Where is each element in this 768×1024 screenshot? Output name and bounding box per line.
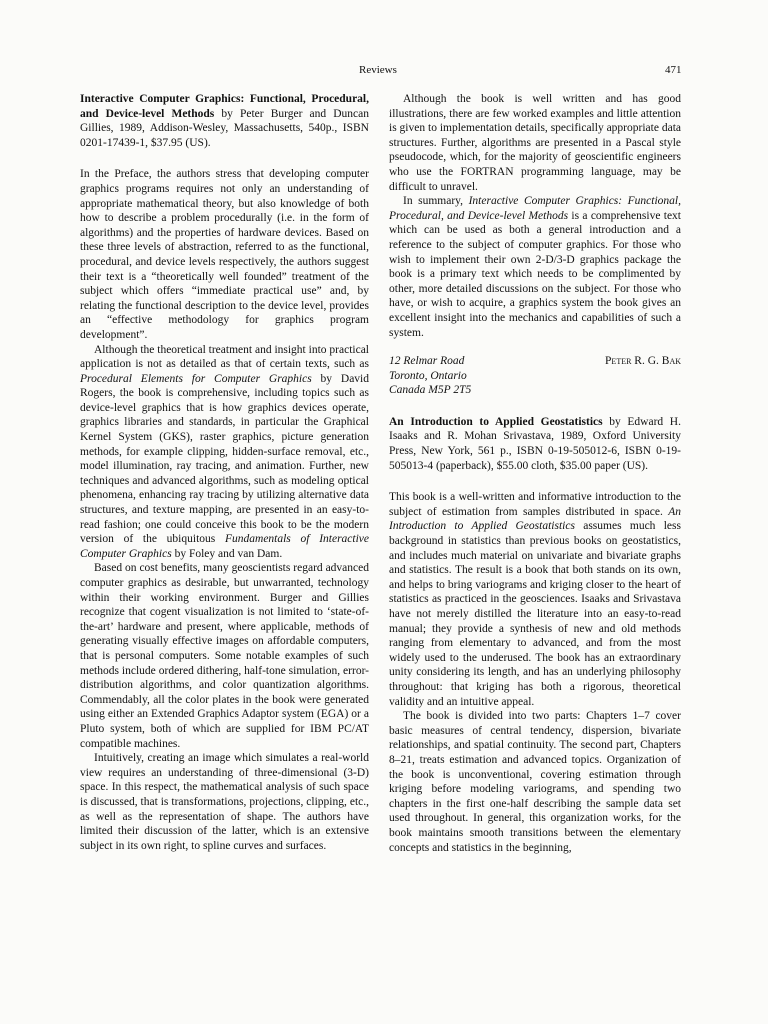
- review1-p2-title-2: Fundamentals of Interactive Computer Graphics: [80, 533, 369, 560]
- left-column: [80, 92, 369, 853]
- review2-book-title: An Introduction to Applied Geostatistics: [389, 415, 603, 428]
- address-line-2: Toronto, Ontario: [389, 369, 467, 382]
- review1-book-title: Interactive Computer Graphics: Functional, Procedural, and Device-level Methods: [80, 93, 369, 120]
- review1-citation-details: by Peter Burger and Duncan Gillies, 1989, Addison-Wesley, Massachusetts, 540p., ISBN 0201-17439-1, $37.95 (US).: [80, 107, 369, 149]
- review2-p1-text-b: assumes much less background in statistics than previous books on geostatistics, and includes much material on univariate and bivariate graphs and statistics. The result is a book that both stands on its own, and helps to bring variograms and kriging closer to the heart of statistics as practiced in the geosciences. Isaaks and Srivastava have not merely distilled the literature into an easy-to-read manual; they provide a synthesis of new and old methods ranging from elementary to advanced, and from the most widely used to the underused. The book has an extraordinary unity considering its length, and has an underlying philosophy throughout: that kriging has both a rigorous, theoretical validity and an intuitive appeal.: [389, 520, 681, 708]
- review1-p2-text-a: Although the theoretical treatment and insight into practical application is not as detailed as that of certain texts, such as: [80, 343, 369, 371]
- review1-p6-text-a: In summary,: [403, 195, 469, 208]
- review1-p2-text-b: by David Rogers, the book is comprehensive, including topics such as device-level graphics that is how graphics devices operate, graphics libraries and standards, in particular the Graphical Kernel System (GKS), raster graphics, picture generation methods, for example clipping, hidden-surface removal, etc., model illumination, ray tracing, and animation. Further, new techniques and advanced algorithms, such as modeling optical phenomena, enhancing ray tracing by utilizing alternative data structures, and texture mapping, are presented in an easy-to-read fashion; one could conceive this book to be the modern version of the ubiquitous: [80, 372, 369, 546]
- review2-p1-title: An Introduction to Applied Geostatistics: [389, 505, 681, 533]
- review1-p6-title: Interactive Computer Graphics: Functional, Procedural, and Device-level Methods: [389, 195, 681, 222]
- review1-paragraph-1: In the Preface, the authors stress that developing computer graphics programs requires not only an understanding of appropriate mathematical theory, but also knowledge of both how to describe a problem procedurally (i.e. in the form of algorithms) and the properties of hardware devices. Based on these three levels of abstraction, referred to as the functional, procedural, and device levels respectively, the authors suggest their text is a “theoretically well founded” treatment of the subject which offers “immediate practical use” and, by relating the functional description to the device level, provides an “effective methodology for graphics program development”.: [80, 168, 369, 341]
- review1-paragraph-5: Although the book is well written and has good illustrations, there are few worked examples and little attention is given to implementation details, specifically appropriate data structures. Further, algorithms are presented in a Pascal style pseudocode, which, for the majority of geoscientific engineers who use the FORTRAN programming language, may be difficult to unravel.: [389, 93, 681, 193]
- address-line-1: 12 Relmar Road: [389, 355, 465, 368]
- review1-citation: [80, 92, 369, 150]
- review1-paragraph-6: [389, 194, 681, 340]
- reviewer-signature: [389, 354, 681, 398]
- address-line-3: Canada M5P 2T5: [389, 384, 472, 397]
- review2-paragraph-1: [389, 490, 681, 709]
- review1-p6-text-b: is a comprehensive text which can be used as both a general introduction and a reference to the subject of computer graphics. For those who wish to implement their own 2-D/3-D graphics package the book is a primary text which needs to be complimented by other, more detailed discussions on the subject. For those who have, or wish to acquire, a graphics system the book gives an excellent insight into the mechanics and capabilities of such a system.: [389, 209, 681, 339]
- review1-paragraph-4: Intuitively, creating an image which simulates a real-world view requires an understanding of three-dimensional (3-D) space. In this respect, the mathematical analysis of such space is discussed, that is transformations, projections, clipping, etc., as well as the representation of shape. The authors have limited their discussion of the latter, which is an extensive subject in its own right, to spline curves and surfaces.: [80, 752, 369, 852]
- review1-p2-text-c: by Foley and van Dam.: [171, 547, 283, 560]
- review2-citation: [389, 415, 681, 473]
- review2-citation-details: by Edward H. Isaaks and R. Mohan Srivastava, 1989, Oxford University Press, New York, 561 p., ISBN 0-19-505012-6, ISBN 0-19-505013-4 (paperback), $55.00 cloth, $35.00 paper (US).: [389, 415, 681, 472]
- right-column: [389, 92, 681, 855]
- reviewer-address: [389, 354, 471, 398]
- review1-paragraph-2: [80, 343, 369, 562]
- journal-section-title: Reviews: [359, 64, 397, 76]
- reviewer-name: Peter R. G. Bak: [605, 355, 681, 368]
- review1-p2-title-1: Procedural Elements for Computer Graphics: [80, 372, 312, 385]
- page-number: 471: [665, 64, 682, 76]
- running-head: [0, 64, 768, 80]
- review1-paragraph-3: Based on cost benefits, many geoscientists regard advanced computer graphics as desirable, but unwarranted, technology within their working environment. Burger and Gillies recognize that cogent visualization is not limited to ‘state-of-the-art’ hardware and present, where applicable, methods of generating visually effective images on affordable computers, that is personal computers. Some notable examples of such methods include ordered dithering, half-tone simulation, error-distribution algorithms, and color quantization algorithms. Commendably, all the color plates in the book were generated using either an Extended Graphics Adaptor system (EGA) or a Pluto system, both of which are supplied for IBM PC/AT compatible machines.: [80, 562, 369, 750]
- review2-paragraph-2: The book is divided into two parts: Chapters 1–7 cover basic measures of central tendency, dispersion, bivariate relationships, and spatial continuity. The second part, Chapters 8–21, treats estimation and advanced topics. Organization of the book is unconventional, covering estimation through kriging before modeling variograms, and spending two chapters in the first one-half describing the sample data set used throughout. In general, this organization works, for the book maintains smooth transitions between the elementary concepts and statistics in the beginning,: [389, 710, 681, 854]
- review2-p1-text-a: This book is a well-written and informative introduction to the subject of estimation from samples distributed in space.: [389, 491, 681, 518]
